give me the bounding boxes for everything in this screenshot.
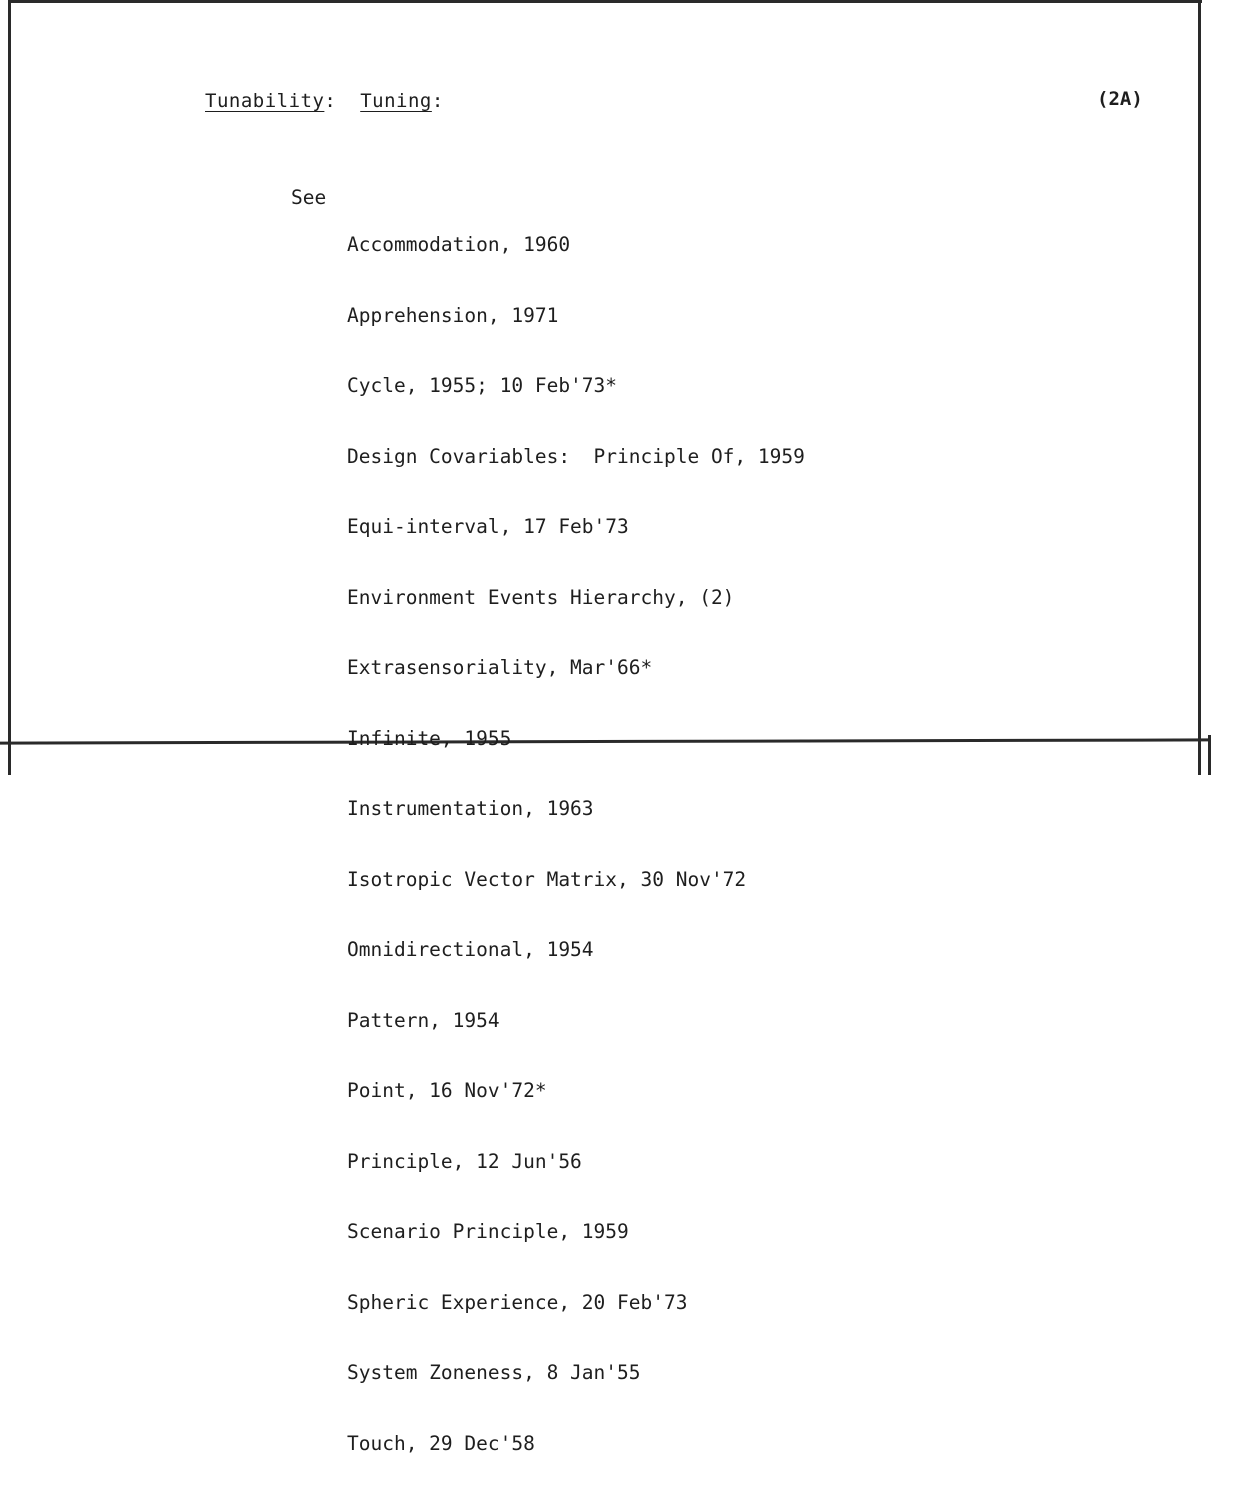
heading-colon: :: [431, 90, 444, 112]
card-border-right: [1198, 0, 1201, 775]
heading-term-tuning: Tuning: [360, 90, 432, 112]
list-item: Equi-interval, 17 Feb'73: [347, 515, 629, 538]
list-item: Principle, 12 Jun'56: [347, 1149, 582, 1173]
list-item: Extrasensoriality, Mar'66*: [347, 656, 653, 679]
list-item: Scenario Principle, 1959: [347, 1220, 629, 1243]
list-item: Spheric Experience, 20 Feb'73: [347, 1290, 688, 1314]
list-item: Design Covariables: Principle Of, 1959: [347, 444, 805, 468]
list-item: Cycle, 1955; 10 Feb'73*: [347, 374, 618, 397]
list-item: System Zoneness, 8 Jan'55: [347, 1361, 641, 1384]
list-item: Instrumentation, 1963: [347, 797, 594, 820]
list-item: Point, 16 Nov'72*: [347, 1079, 547, 1102]
see-label: See: [291, 186, 327, 209]
card-number: (2A): [1097, 88, 1143, 110]
list-item: Apprehension, 1971: [347, 303, 559, 327]
list-item: Isotropic Vector Matrix, 30 Nov'72: [347, 867, 747, 891]
list-item: Pattern, 1954: [347, 1008, 500, 1032]
list-item: Accommodation, 1960: [347, 233, 571, 256]
list-item: Infinite, 1955: [347, 726, 512, 750]
heading-term-tunability: Tunability: [205, 90, 325, 112]
list-item: Omnidirectional, 1954: [347, 938, 594, 961]
list-item: Touch, 29 Dec'58: [347, 1431, 535, 1455]
list-item: Environment Events Hierarchy, (2): [347, 585, 735, 609]
card-border-top: [8, 0, 1202, 3]
heading-separator: :: [324, 90, 361, 112]
cross-reference-list: [347, 186, 805, 1502]
card-border-left: [8, 0, 11, 775]
card-heading: [205, 90, 444, 112]
